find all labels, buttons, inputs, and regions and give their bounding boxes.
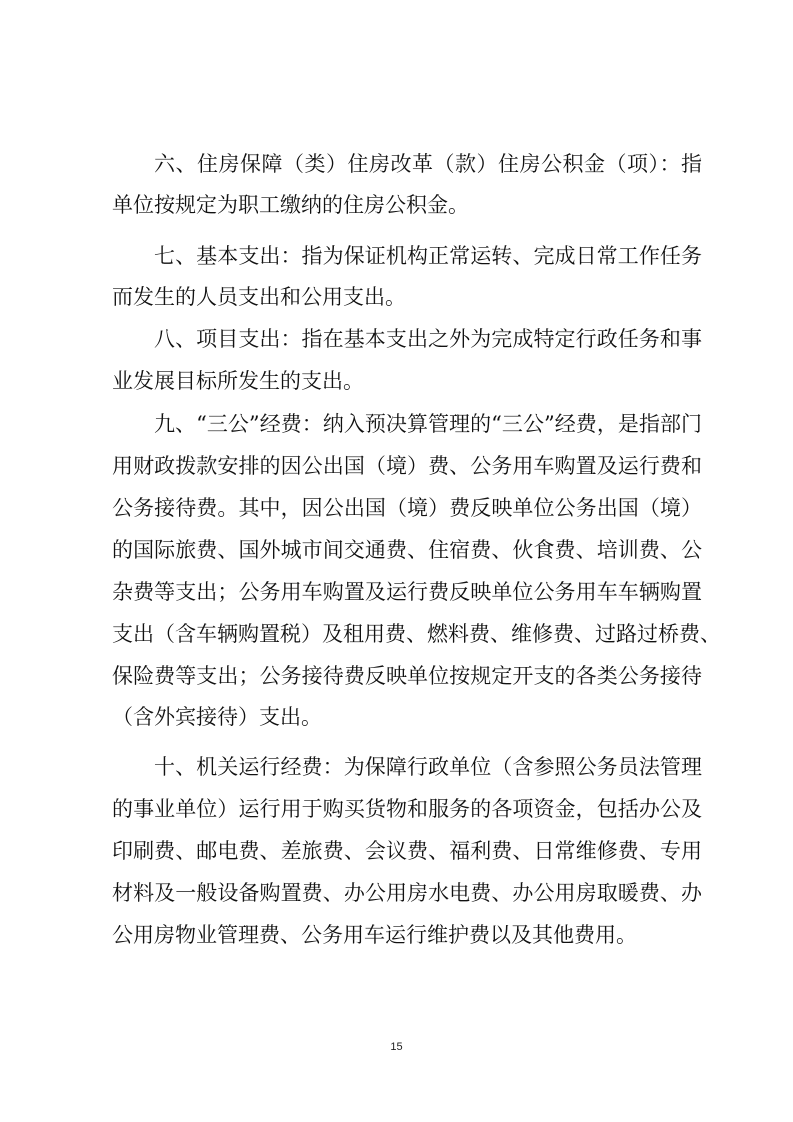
paragraph-9-line-8: （含外宾接待）支出。	[112, 705, 322, 729]
paragraph-7-line-1: 七、基本支出：指为保证机构正常运转、完成日常工作任务	[154, 244, 702, 268]
paragraph-10-line-3: 印刷费、邮电费、差旅费、会议费、福利费、日常维修费、专用	[112, 839, 702, 863]
paragraph-8-line-2: 业发展目标所发生的支出。	[112, 369, 364, 393]
paragraph-9-line-6: 支出（含车辆购置税）及租用费、燃料费、维修费、过路过桥费、	[112, 622, 721, 646]
paragraph-9-line-4: 的国际旅费、国外城市间交通费、住宿费、伙食费、培训费、公	[112, 538, 702, 562]
paragraph-9-line-1: 九、“三公”经费：纳入预决算管理的“三公”经费，是指部门	[154, 412, 702, 436]
paragraph-10-line-4: 材料及一般设备购置费、办公用房水电费、办公用房取暖费、办	[112, 881, 702, 905]
page-number: 15	[390, 1041, 403, 1053]
paragraph-10-line-5: 公用房物业管理费、公务用车运行维护费以及其他费用。	[112, 923, 637, 947]
paragraph-6-line-2: 单位按规定为职工缴纳的住房公积金。	[112, 193, 469, 217]
paragraph-9-line-7: 保险费等支出；公务接待费反映单位按规定开支的各类公务接待	[112, 664, 702, 688]
paragraph-8-line-1: 八、项目支出：指在基本支出之外为完成特定行政任务和事	[154, 327, 702, 351]
paragraph-9-line-3: 公务接待费。其中，因公出国（境）费反映单位公务出国（境）	[112, 496, 702, 520]
paragraph-9-line-5: 杂费等支出；公务用车购置及运行费反映单位公务用车车辆购置	[112, 580, 702, 604]
paragraph-6-line-1: 六、住房保障（类）住房改革（款）住房公积金（项）：指	[154, 152, 702, 176]
paragraph-10-line-1: 十、机关运行经费：为保障行政单位（含参照公务员法管理	[154, 755, 702, 779]
paragraph-10-line-2: 的事业单位）运行用于购买货物和服务的各项资金，包括办公及	[112, 797, 702, 821]
paragraph-7-line-2: 而发生的人员支出和公用支出。	[112, 285, 406, 309]
paragraph-9-line-2: 用财政拨款安排的因公出国（境）费、公务用车购置及运行费和	[112, 454, 702, 478]
